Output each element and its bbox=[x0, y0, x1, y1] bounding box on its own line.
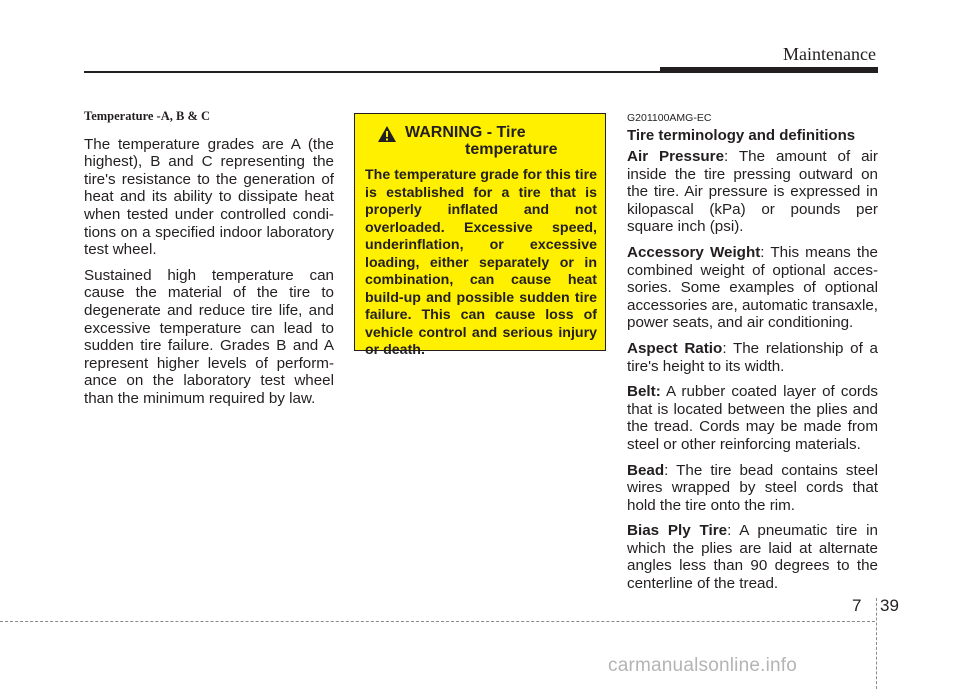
definition-separator: : bbox=[727, 522, 740, 540]
warning-title bbox=[365, 124, 597, 158]
definition-text: The relationship of a tire's height to its width. bbox=[627, 339, 878, 375]
warning-title-line1: WARNING - Tire bbox=[405, 124, 526, 141]
definition-term: Aspect Ratio bbox=[627, 339, 723, 357]
right-column bbox=[627, 112, 878, 601]
definition-text: A pneumatic tire in which the plies are laid at alternate angles less than 90 degrees to the centerline of the tread. bbox=[627, 522, 878, 593]
definition-item bbox=[627, 244, 878, 332]
definition-text: The amount of air inside the tire pressing outward on the tire. Air pressure is expressed in kilopascal (kPa) or pounds per square inch (psi). bbox=[627, 148, 878, 236]
definition-separator: : bbox=[722, 339, 733, 357]
definition-text: This means the combined weight of optional acces-sories. Some examples of optional accessories are, automatic transaxle, power seats, and air conditioning. bbox=[627, 243, 878, 332]
chapter-number: 7 bbox=[852, 596, 862, 615]
definition-item bbox=[627, 522, 878, 592]
header-rule bbox=[84, 71, 664, 73]
section-code: G201100AMG-EC bbox=[627, 112, 712, 124]
warning-body: The temperature grade for this tire is established for a tire that is properly inflated and not overloaded. Excessive speed, underinflation, or excessive loading, either separately or in combination, can cause heat build-up and possible sudden tire failure. This can cause loss of vehicle control and serious injury or death. bbox=[365, 167, 597, 358]
paragraph: The temperature grades are A (the highest), B and C representing the tire's resistance to the generation of heat and its ability to dissipate heat when tested under controlled condi-tions on a specified indoor laboratory test wheel. bbox=[84, 135, 334, 259]
definition-term: Belt: bbox=[627, 383, 661, 401]
definition-item bbox=[627, 462, 878, 515]
definition-text: A rubber coated layer of cords that is located between the plies and the tread. Cords may be made from steel or other reinforcing materials. bbox=[627, 383, 878, 453]
definition-term: Accessory Weight bbox=[627, 243, 761, 261]
left-column bbox=[84, 108, 334, 416]
paragraph: Sustained high temperature can cause the material of the tire to degenerate and reduce tire life, and excessive temperature can lead to sudden tire failure. Grades B and A represent higher levels of perform-ance on the laboratory test wheel than the minimum required by law. bbox=[84, 266, 334, 407]
definition-term: Air Pressure bbox=[627, 148, 725, 165]
footer-divider bbox=[876, 598, 877, 689]
section-heading: Tire terminology and definitions bbox=[627, 127, 856, 144]
watermark: carmanualsonline.info bbox=[608, 655, 798, 676]
warning-triangle-icon bbox=[377, 125, 397, 143]
definition-term: Bead bbox=[627, 461, 665, 479]
temperature-heading: Temperature -A, B & C bbox=[84, 109, 211, 123]
definition-item bbox=[627, 383, 878, 453]
definition-separator: : bbox=[664, 461, 677, 479]
definition-item bbox=[627, 148, 878, 236]
definition-separator: : bbox=[724, 148, 739, 165]
definition-separator: : bbox=[760, 243, 771, 261]
header-title: Maintenance bbox=[783, 44, 876, 64]
warning-box bbox=[354, 113, 606, 358]
footer-rule bbox=[0, 621, 875, 622]
definition-term: Bias Ply Tire bbox=[627, 522, 728, 540]
warning-title-line2: temperature bbox=[465, 141, 558, 158]
page-number: 39 bbox=[880, 596, 899, 615]
header-rule-bar bbox=[660, 67, 878, 73]
definition-item bbox=[627, 340, 878, 375]
definition-text: The tire bead contains steel wires wrapped by steel cords that hold the tire onto the rim. bbox=[627, 461, 878, 514]
